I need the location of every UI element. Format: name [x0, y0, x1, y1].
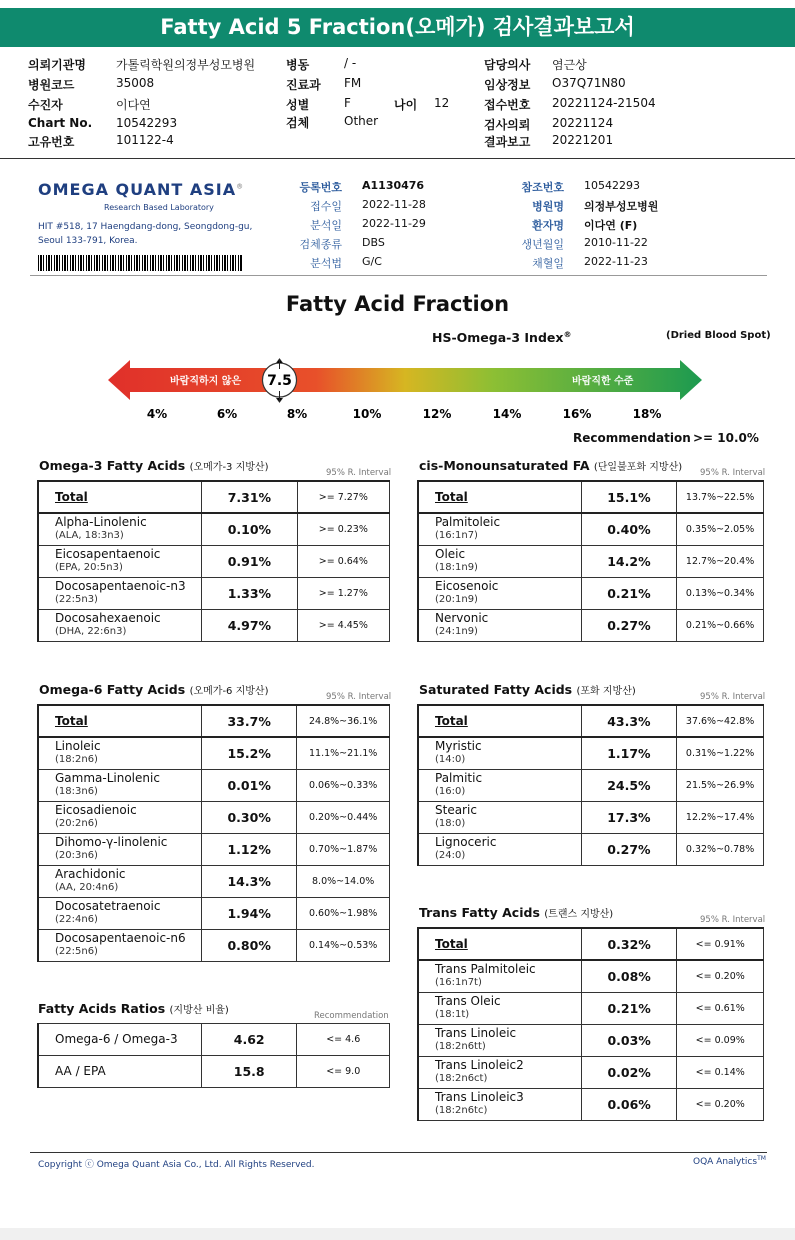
acid-name-cell — [418, 801, 581, 833]
reference-range: 24.8%~36.1% — [297, 705, 390, 737]
acid-percent: 1.94% — [202, 897, 297, 929]
table-row — [38, 609, 390, 641]
ri-label: 95% R. Interval — [326, 692, 392, 702]
acid-notation: (22:4n6) — [55, 914, 98, 925]
acid-name-cell — [38, 513, 202, 545]
reference-range: 0.14%~0.53% — [297, 929, 390, 961]
info-value: DBS — [362, 236, 385, 249]
barcode — [38, 255, 243, 271]
acid-percent: 0.10% — [202, 513, 297, 545]
acid-name: Alpha-Linolenic — [55, 515, 147, 530]
acid-notation: (EPA, 20:5n3) — [55, 562, 123, 573]
gauge-good-label: 바람직한 수준 — [572, 376, 634, 387]
reference-range: 0.21%~0.66% — [677, 609, 764, 641]
gauge-tick-label: 16% — [562, 407, 592, 421]
section-subtitle: (포화 지방산) — [576, 686, 636, 697]
info-label: 생년월일 — [521, 238, 564, 251]
field-value: FM — [344, 76, 362, 90]
acid-percent: 0.03% — [581, 1024, 677, 1056]
acid-notation: (22:5n3) — [55, 594, 98, 605]
acid-name: Myristic — [435, 739, 482, 754]
field-label: 결과보고 — [484, 135, 531, 149]
table-row — [418, 577, 764, 609]
acid-name-cell — [38, 897, 202, 929]
acid-percent: 0.01% — [202, 769, 297, 801]
section-subtitle: (단일불포화 지방산) — [593, 462, 683, 473]
table-row — [38, 865, 390, 897]
acid-percent: 33.7% — [202, 705, 297, 737]
reference-range: 0.20%~0.44% — [297, 801, 390, 833]
reference-range: 0.06%~0.33% — [297, 769, 390, 801]
field-value: F — [344, 96, 351, 110]
acid-notation: (18:3n6) — [55, 786, 98, 797]
table-row — [38, 897, 390, 929]
field-label: 성별 — [286, 98, 310, 112]
main-title: Fatty Acid Fraction — [285, 292, 510, 316]
field-value: O37Q71N80 — [552, 76, 626, 90]
acid-name-cell — [418, 769, 581, 801]
acid-percent: 4.97% — [202, 609, 297, 641]
sat-title — [419, 682, 636, 697]
gauge-tick-label: 18% — [632, 407, 662, 421]
table-row — [418, 513, 764, 545]
table-row — [38, 545, 390, 577]
reference-range: <= 0.09% — [677, 1024, 764, 1056]
info-value: 2022-11-23 — [584, 255, 648, 268]
lab-address-2: Seoul 133-791, Korea. — [38, 236, 138, 246]
reference-range: 21.5%~26.9% — [677, 769, 764, 801]
gauge-tick-label: 10% — [352, 407, 382, 421]
ratio-value: 4.62 — [201, 1024, 297, 1056]
acid-percent: 15.2% — [202, 737, 297, 769]
acid-name: Docosahexaenoic — [55, 611, 161, 625]
total-row — [38, 481, 390, 513]
field-value: 이다연 — [116, 98, 151, 112]
reference-range: 0.70%~1.87% — [297, 833, 390, 865]
acid-name: Trans Linoleic2 — [435, 1058, 524, 1072]
field-value: 20221124-21504 — [552, 96, 656, 110]
reference-range: 0.60%~1.98% — [297, 897, 390, 929]
header-divider — [0, 158, 795, 159]
table-row — [418, 801, 764, 833]
gauge-marker — [263, 359, 297, 402]
ratio-name: Omega-6 / Omega-3 — [38, 1024, 201, 1056]
section-title-text: cis-Monounsaturated FA — [419, 458, 590, 473]
acid-name: Trans Linoleic3 — [435, 1090, 524, 1104]
acid-notation: (18:2n6tt) — [435, 1041, 486, 1052]
acid-notation: (18:1n9) — [435, 562, 478, 573]
field-label: 진료과 — [286, 78, 321, 92]
acid-percent: 17.3% — [581, 801, 676, 833]
field-label: 수진자 — [28, 98, 63, 112]
field-label: Chart No. — [28, 116, 93, 130]
table-row — [38, 513, 390, 545]
reference-range: >= 7.27% — [297, 481, 389, 513]
info-label: 병원명 — [532, 200, 564, 213]
acid-percent: 0.91% — [202, 545, 297, 577]
reference-range: <= 0.20% — [677, 960, 764, 992]
acid-name: Nervonic — [435, 611, 489, 625]
acid-name: Dihomo-γ-linolenic — [55, 835, 168, 849]
gauge-tick-label: 4% — [146, 407, 168, 421]
field-value: 염근상 — [552, 58, 587, 72]
info-label: 분석일 — [310, 219, 342, 232]
report-title: Fatty Acid 5 Fraction(오메가) 검사결과보고서 — [0, 8, 795, 47]
info-label: 환자명 — [532, 219, 564, 232]
acid-name: Total — [435, 489, 468, 504]
acid-name: Docosatetraenoic — [55, 899, 161, 913]
cis-title — [419, 458, 682, 473]
acid-notation: (AA, 20:4n6) — [55, 882, 119, 893]
acid-percent: 24.5% — [581, 769, 676, 801]
acid-name: Total — [435, 936, 468, 951]
acid-notation: (24:0) — [435, 850, 466, 861]
table-row — [418, 992, 764, 1024]
cis-table — [417, 480, 764, 642]
ratio-value: 15.8 — [201, 1056, 297, 1088]
info-label: 검체종류 — [299, 238, 342, 251]
acid-name-cell — [38, 609, 202, 641]
table-row — [418, 609, 764, 641]
info-value: A1130476 — [362, 179, 425, 192]
ri-label: 95% R. Interval — [700, 468, 766, 478]
acid-name-cell — [418, 577, 581, 609]
gauge-tick-label: 8% — [286, 407, 308, 421]
table-row — [418, 769, 764, 801]
field-value: 20221124 — [552, 116, 614, 130]
acid-notation: (16:0) — [435, 786, 466, 797]
acid-notation: (18:2n6) — [55, 754, 98, 766]
acid-name-cell — [418, 1056, 581, 1088]
acid-percent: 0.27% — [581, 609, 676, 641]
section-title-text: Trans Fatty Acids — [419, 905, 540, 920]
acid-notation: (DHA, 22:6n3) — [55, 626, 127, 637]
acid-name: Trans Linoleic — [435, 1026, 517, 1040]
acid-name: Trans Palmitoleic — [435, 962, 536, 977]
acid-percent: 7.31% — [202, 481, 297, 513]
info-value: 2010-11-22 — [584, 236, 648, 249]
acid-percent: 0.27% — [581, 833, 676, 865]
table-row — [38, 801, 390, 833]
reference-range: 11.1%~21.1% — [297, 737, 390, 769]
acid-name: Eicosapentaenoic — [55, 547, 161, 561]
info-value: G/C — [362, 255, 382, 268]
acid-name-cell — [38, 737, 202, 769]
acid-name-cell — [418, 833, 581, 865]
field-label: 임상정보 — [484, 78, 531, 92]
acid-name-cell — [418, 1024, 581, 1056]
acid-notation: (ALA, 18:3n3) — [55, 530, 124, 542]
acid-name-cell — [38, 705, 202, 737]
reference-range: 12.2%~17.4% — [677, 801, 764, 833]
ratio-row — [38, 1024, 390, 1056]
field-label: 고유번호 — [28, 135, 75, 149]
ri-label: 95% R. Interval — [326, 468, 392, 478]
field-value: 101122-4 — [116, 133, 174, 147]
reference-range: 37.6%~42.8% — [677, 705, 764, 737]
acid-notation: (18:2n6tc) — [435, 1105, 488, 1116]
age-field — [394, 96, 450, 113]
acid-percent: 1.17% — [581, 737, 676, 769]
omega6-title — [39, 682, 268, 697]
acid-name: Eicosadienoic — [55, 803, 137, 817]
acid-name-cell — [418, 609, 581, 641]
lab-address-1: HIT #518, 17 Haengdang-dong, Seongdong-gu, — [38, 222, 253, 232]
acid-percent: 0.21% — [581, 577, 676, 609]
section-title-text: Saturated Fatty Acids — [419, 682, 573, 697]
acid-name: Docosapentaenoic-n3 — [55, 579, 186, 593]
acid-name: Total — [55, 489, 88, 504]
info-label: 등록번호 — [299, 181, 342, 194]
acid-name-cell — [38, 577, 202, 609]
reference-range: 0.31%~1.22% — [677, 737, 764, 769]
acid-name-cell — [418, 992, 581, 1024]
acid-name-cell — [418, 737, 581, 769]
field-value: 20221201 — [552, 133, 614, 147]
acid-name-cell — [418, 1088, 581, 1120]
ratios-table — [37, 1023, 390, 1088]
recommendation-label: Recommendation — [573, 431, 691, 445]
table-row — [38, 769, 390, 801]
footer-divider — [30, 1152, 767, 1153]
table-row — [38, 929, 390, 961]
recommendation-value: >= 10.0% — [693, 431, 759, 445]
ri-label: 95% R. Interval — [700, 692, 766, 702]
acid-notation: (18:0) — [435, 818, 466, 829]
reference-range: <= 0.20% — [677, 1088, 764, 1120]
table-row — [418, 960, 764, 992]
trans-table — [417, 927, 764, 1121]
acid-name-cell — [418, 545, 581, 577]
acid-percent: 0.02% — [581, 1056, 677, 1088]
gauge-tick-label: 14% — [492, 407, 522, 421]
section-subtitle: (오메가-6 지방산) — [189, 686, 269, 697]
ri-label: 95% R. Interval — [700, 915, 766, 925]
acid-name-cell — [418, 481, 581, 513]
trans-title — [419, 905, 613, 920]
acid-notation: (14:0) — [435, 754, 466, 766]
age-value: 12 — [434, 96, 450, 110]
info-label: 채혈일 — [532, 257, 564, 270]
reference-range: >= 4.45% — [297, 609, 389, 641]
total-row — [418, 928, 764, 960]
field-label: 담당의사 — [484, 58, 531, 72]
reference-range: >= 0.64% — [297, 545, 389, 577]
sat-table — [417, 704, 764, 866]
acid-notation: (22:5n6) — [55, 946, 98, 957]
acid-notation: (20:1n9) — [435, 594, 478, 605]
total-row — [418, 705, 764, 737]
reference-range: <= 0.91% — [677, 928, 764, 960]
ratio-name: AA / EPA — [38, 1056, 201, 1088]
ratios-title: Fatty Acids Ratios (지방산 비율) — [38, 1001, 229, 1016]
acid-percent: 14.3% — [202, 865, 297, 897]
table-row — [38, 737, 390, 769]
section-subtitle: (트랜스 지방산) — [544, 909, 614, 920]
reference-range: <= 0.61% — [677, 992, 764, 1024]
ratio-recommendation: <= 9.0 — [297, 1056, 390, 1088]
total-row — [38, 705, 390, 737]
field-value: / - — [344, 56, 357, 70]
acid-name-cell — [38, 769, 202, 801]
omega3-table — [37, 480, 390, 642]
acid-name: Trans Oleic — [435, 994, 501, 1008]
reference-range: <= 0.14% — [677, 1056, 764, 1088]
acid-notation: (20:2n6) — [55, 818, 98, 829]
acid-percent: 1.33% — [202, 577, 297, 609]
field-value: 10542293 — [116, 116, 178, 130]
acid-percent: 43.3% — [581, 705, 676, 737]
acid-name-cell — [38, 833, 202, 865]
reference-range: 0.32%~0.78% — [677, 833, 764, 865]
table-row — [418, 1024, 764, 1056]
acid-notation: (16:1n7) — [435, 530, 478, 542]
section-title-text: Omega-6 Fatty Acids — [39, 682, 186, 697]
acid-name-cell — [418, 705, 581, 737]
reference-range: 8.0%~14.0% — [297, 865, 390, 897]
acid-percent: 0.32% — [581, 928, 677, 960]
acid-name-cell — [418, 960, 581, 992]
acid-name-cell — [38, 545, 202, 577]
copyright: Copyright ⓒ Omega Quant Asia Co., Ltd. All Rights Reserved. — [38, 1160, 315, 1170]
acid-name-cell — [418, 513, 581, 545]
lab-logo: OMEGA QUANT ASIA® — [38, 180, 245, 199]
info-value: 의정부성모병원 — [584, 200, 659, 213]
acid-notation: (20:3n6) — [55, 850, 98, 861]
acid-notation: (24:1n9) — [435, 626, 478, 637]
table-row — [418, 1088, 764, 1120]
info-value: 10542293 — [584, 179, 640, 192]
reference-range: >= 1.27% — [297, 577, 389, 609]
acid-name-cell — [418, 928, 581, 960]
info-label: 접수일 — [310, 200, 342, 213]
reference-range: 13.7%~22.5% — [677, 481, 764, 513]
gauge-tick-label: 6% — [216, 407, 238, 421]
acid-notation: (18:2n6ct) — [435, 1073, 488, 1084]
acid-name: Palmitic — [435, 771, 483, 785]
acid-name: Total — [435, 713, 468, 728]
table-row — [418, 833, 764, 865]
acid-percent: 1.12% — [202, 833, 297, 865]
acid-percent: 0.80% — [202, 929, 297, 961]
field-label: 검체 — [286, 116, 310, 130]
section-title-text: Omega-3 Fatty Acids — [39, 458, 186, 473]
table-row — [418, 737, 764, 769]
acid-percent: 15.1% — [581, 481, 676, 513]
acid-percent: 0.06% — [581, 1088, 677, 1120]
acid-percent: 0.08% — [581, 960, 677, 992]
acid-name: Lignoceric — [435, 835, 497, 849]
acid-name-cell — [38, 929, 202, 961]
gauge-marker-value: 7.5 — [267, 373, 292, 389]
reference-range: 0.35%~2.05% — [677, 513, 764, 545]
field-label: 검사의뢰 — [484, 118, 531, 132]
table-row — [38, 577, 390, 609]
omega6-table — [37, 704, 390, 962]
acid-name: Linoleic — [55, 739, 101, 754]
acid-percent: 0.21% — [581, 992, 677, 1024]
field-value: Other — [344, 114, 379, 128]
acid-name: Docosapentaenoic-n6 — [55, 931, 186, 945]
info-label: 분석법 — [310, 257, 342, 270]
index-title: HS-Omega-3 Index® — [432, 330, 572, 346]
total-row — [418, 481, 764, 513]
acid-name: Eicosenoic — [435, 579, 499, 593]
gauge-tick-label: 12% — [422, 407, 452, 421]
acid-name-cell — [38, 865, 202, 897]
acid-notation: (18:1t) — [435, 1009, 470, 1020]
index-note: (Dried Blood Spot) — [666, 330, 771, 341]
acid-notation: (16:1n7t) — [435, 977, 482, 989]
ratio-recommendation: <= 4.6 — [297, 1024, 390, 1056]
info-value: 2022-11-28 — [362, 198, 426, 211]
reference-range: >= 0.23% — [297, 513, 389, 545]
acid-name: Arachidonic — [55, 867, 126, 881]
info-value: 이다연 (F) — [584, 219, 638, 232]
acid-name: Stearic — [435, 803, 477, 817]
omega3-title — [39, 458, 268, 473]
page-bottom-strip — [0, 1228, 795, 1240]
field-label: 접수번호 — [484, 98, 531, 112]
ratio-row — [38, 1056, 390, 1088]
section-subtitle: (오메가-3 지방산) — [189, 462, 269, 473]
field-label: 병원코드 — [28, 78, 75, 92]
acid-percent: 14.2% — [581, 545, 676, 577]
acid-name: Total — [55, 713, 88, 728]
gauge-bad-label: 바람직하지 않은 — [170, 376, 242, 387]
reference-range: 12.7%~20.4% — [677, 545, 764, 577]
table-row — [418, 1056, 764, 1088]
acid-name-cell — [38, 481, 202, 513]
field-label: 병동 — [286, 58, 310, 72]
reference-range: 0.13%~0.34% — [677, 577, 764, 609]
ratios-rec-label: Recommendation — [314, 1011, 389, 1021]
table-row — [418, 545, 764, 577]
acid-percent: 0.30% — [202, 801, 297, 833]
field-value: 가톨릭학원의정부성모병원 — [116, 58, 256, 72]
acid-percent: 0.40% — [581, 513, 676, 545]
table-row — [38, 833, 390, 865]
field-value: 35008 — [116, 76, 155, 90]
footer-brand: OQA Analytics™ — [693, 1155, 766, 1167]
acid-name: Oleic — [435, 547, 466, 561]
info-value: 2022-11-29 — [362, 217, 426, 230]
lab-tagline: Research Based Laboratory — [104, 203, 214, 212]
field-label: 의뢰기관명 — [28, 58, 86, 72]
omega3-index-gauge — [100, 352, 710, 424]
acid-name: Gamma-Linolenic — [55, 771, 160, 785]
age-label: 나이 — [394, 98, 418, 112]
info-divider — [30, 275, 767, 276]
info-label: 참조번호 — [521, 181, 564, 194]
acid-name: Palmitoleic — [435, 515, 501, 530]
acid-name-cell — [38, 801, 202, 833]
